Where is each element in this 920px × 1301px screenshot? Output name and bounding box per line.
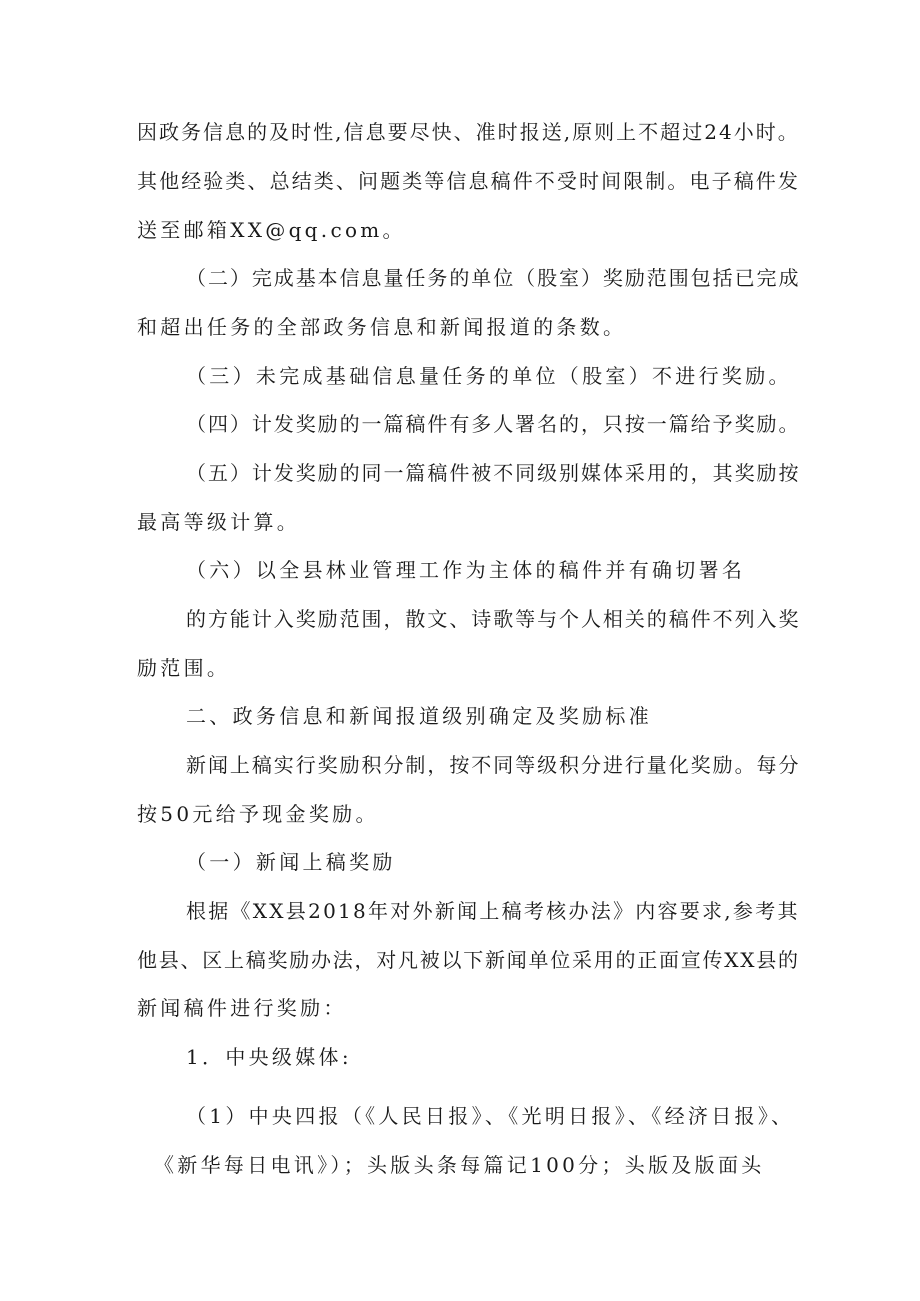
text-line: （三）未完成基础信息量任务的单位（股室）不进行奖励。: [186, 364, 792, 388]
section-heading: 二、政务信息和新闻报道级别确定及奖励标准: [186, 704, 652, 728]
text-line: 按50元给予现金奖励。: [137, 802, 379, 826]
text-line: 最高等级计算。: [137, 510, 301, 534]
subsection-heading: （一）新闻上稿奖励: [186, 850, 396, 874]
text-line: 的方能计入奖励范围，散文、诗歌等与个人相关的稿件不列入奖: [186, 607, 801, 631]
text-line: 励范围。: [137, 656, 231, 680]
text-line: （四）计发奖励的一篇稿件有多人署名的，只按一篇给予奖励。: [186, 412, 801, 436]
text-line: 他县、区上稿奖励办法，对凡被以下新闻单位采用的正面宣传XX县的: [137, 948, 800, 972]
text-line: 送至邮箱XX@qq.com。: [137, 218, 406, 242]
text-line: 和超出任务的全部政务信息和新闻报道的条数。: [137, 315, 627, 339]
text-line: （1）中央四报（《人民日报》、《光明日报》、《经济日报》、: [186, 1104, 795, 1128]
list-heading: 1．中央级媒体:: [186, 1045, 352, 1069]
text-line: 《新华每日电讯》）；头版头条每篇记100分；头版及版面头: [154, 1153, 765, 1177]
text-line: 新闻稿件进行奖励：: [137, 996, 347, 1020]
text-line: 因政务信息的及时性,信息要尽快、准时报送,原则上不超过24小时。: [137, 120, 800, 144]
text-line: （二）完成基本信息量任务的单位（股室）奖励范围包括已完成: [186, 266, 801, 290]
text-line: （五）计发奖励的同一篇稿件被不同级别媒体采用的，其奖励按: [186, 461, 801, 485]
text-line: 根据《XX县2018年对外新闻上稿考核办法》内容要求,参考其: [186, 899, 800, 923]
text-line: 其他经验类、总结类、问题类等信息稿件不受时间限制。电子稿件发: [137, 169, 800, 193]
text-line: （六）以全县林业管理工作为主体的稿件并有确切署名: [186, 558, 746, 582]
text-line: 新闻上稿实行奖励积分制，按不同等级积分进行量化奖励。每分: [186, 753, 801, 777]
